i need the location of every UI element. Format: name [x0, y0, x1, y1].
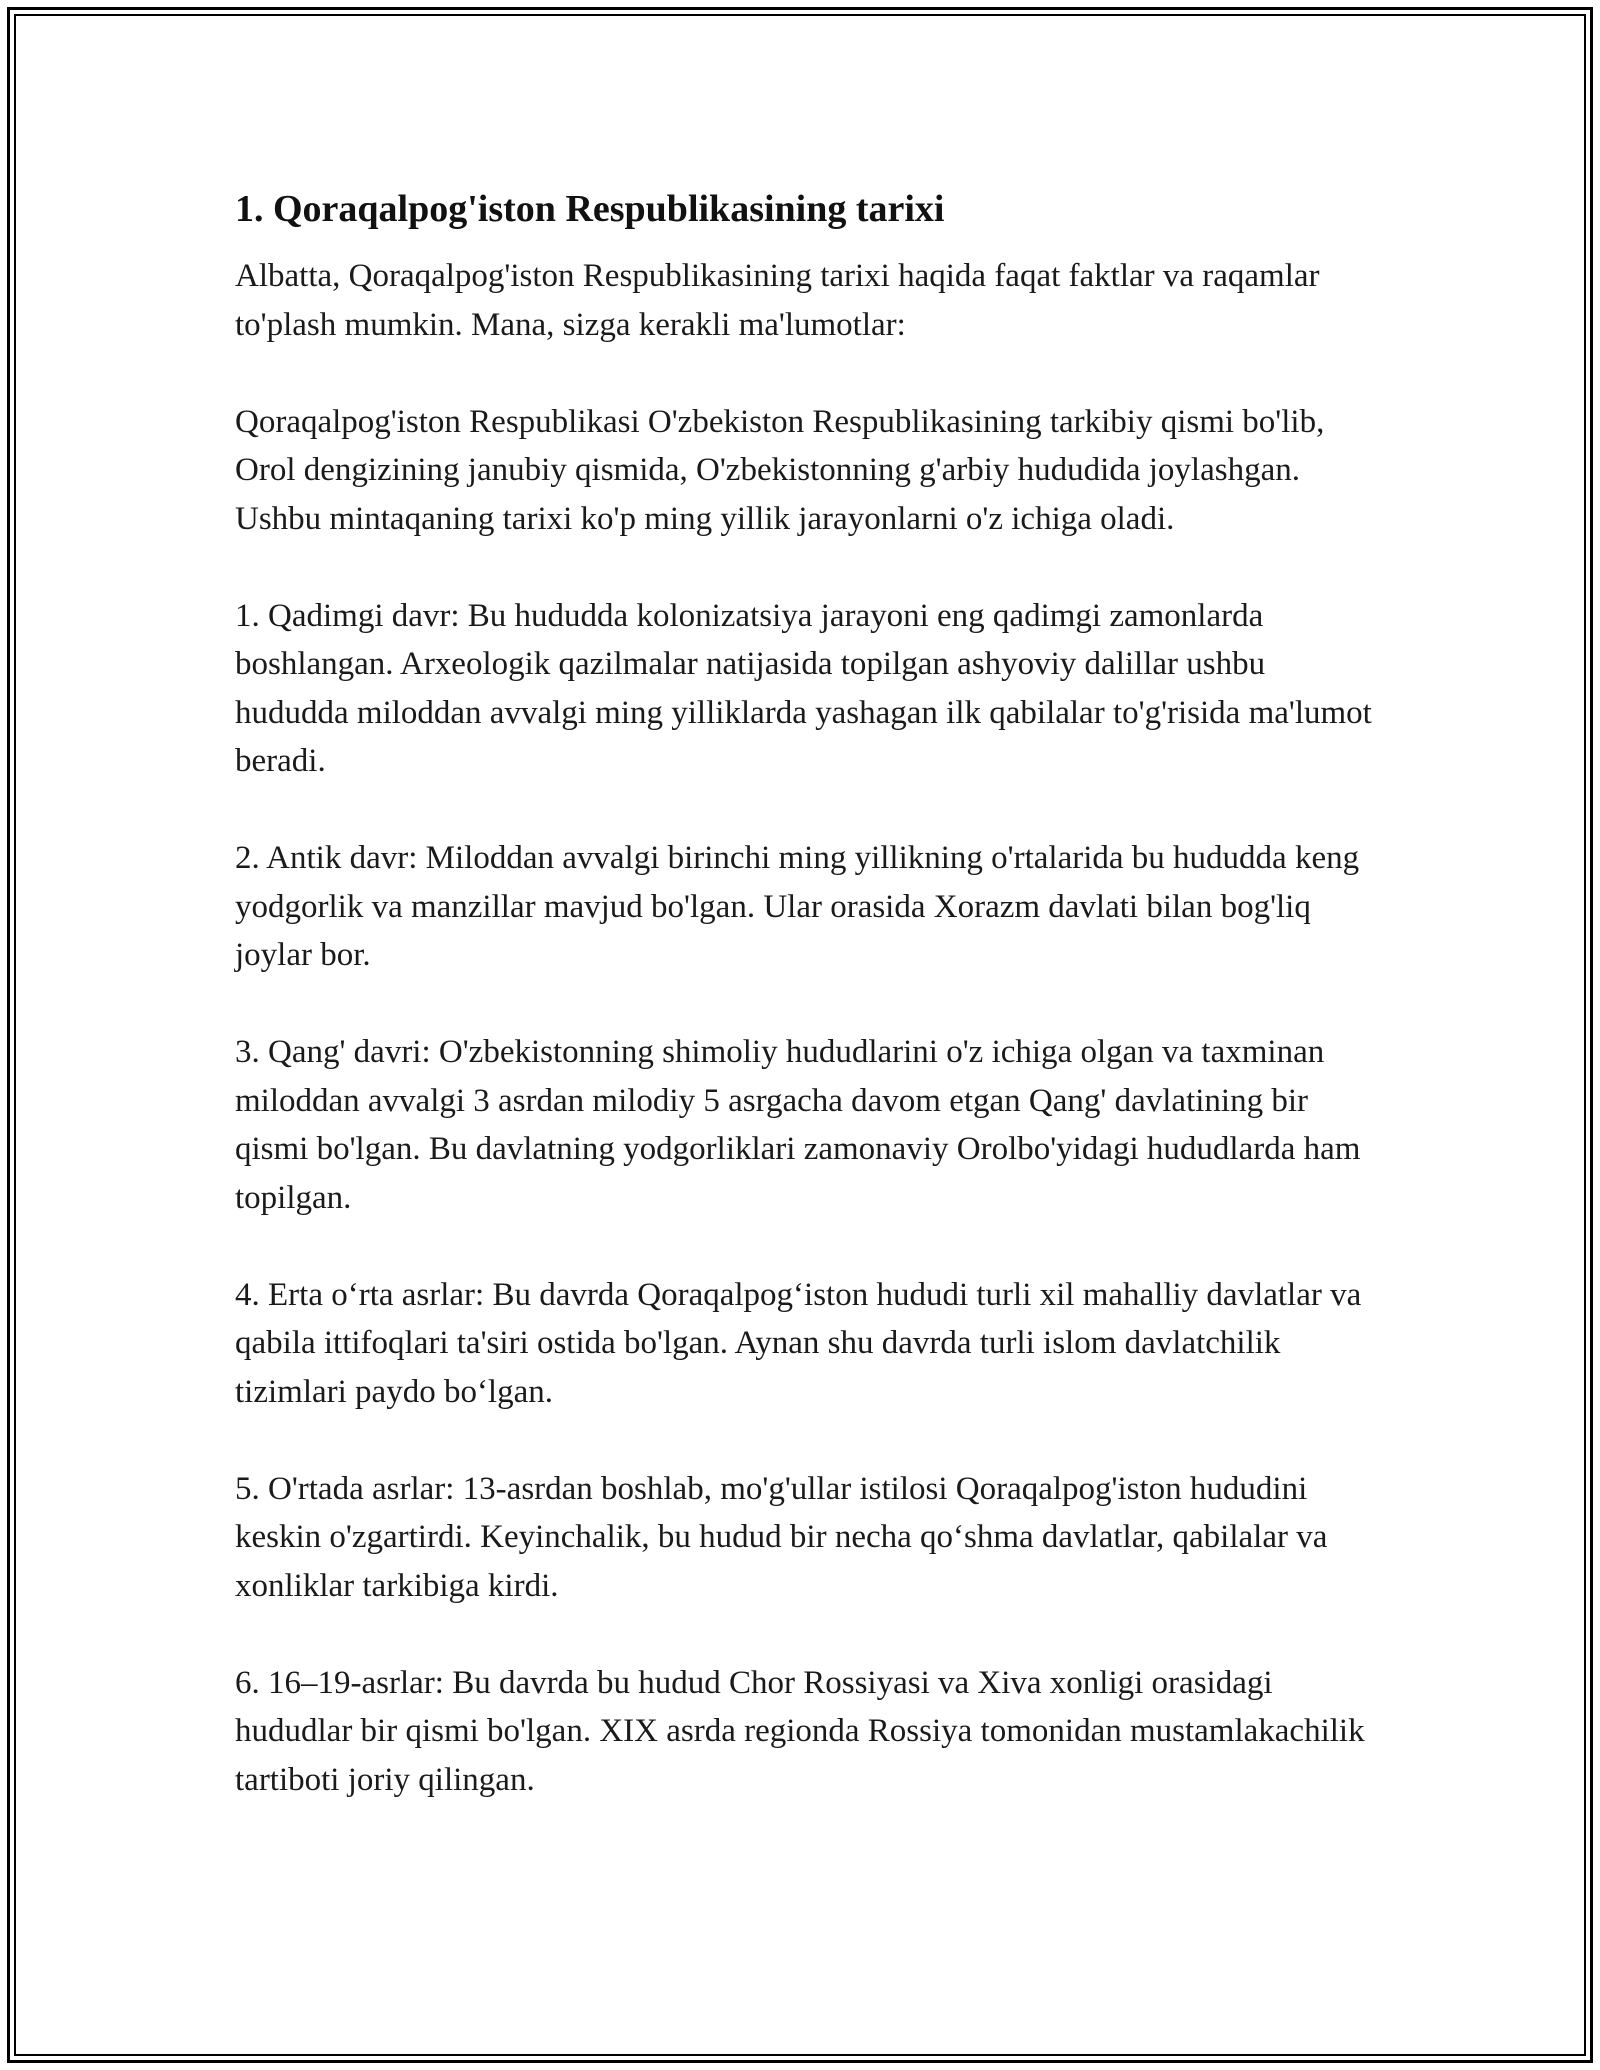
period-middle-ages-paragraph: 5. O'rtada asrlar: 13-asrdan boshlab, mo'g'ullar istilosi Qoraqalpog'iston hududini keskin o'zgartirdi. Keyinchalik, bu hudud bir necha qo‘shma davlatlar, qabilalar va xonliklar tarkibiga kirdi. [235, 1470, 1328, 1604]
period-16-19-centuries-paragraph: 6. 16–19-asrlar: Bu davrda bu hudud Chor Rossiyasi va Xiva xonligi orasidagi hududlar bir qismi bo'lgan. XIX asrda regionda Rossiya tomonidan mustamlakachilik tartiboti joriy qilingan. [235, 1664, 1365, 1798]
overview-paragraph: Qoraqalpog'iston Respublikasi O'zbekiston Respublikasining tarkibiy qismi bo'lib, Orol dengizining janubiy qismida, O'zbekistonning g'arbiy hududida joylashgan. Ushbu mintaqaning tarixi ko'p ming yillik jarayonlarni o'z ichiga oladi. [235, 403, 1325, 537]
period-early-middle-ages-paragraph: 4. Erta o‘rta asrlar: Bu davrda Qoraqalpog‘iston hududi turli xil mahalliy davlatlar va qabila ittifoqlari ta'siri ostida bo'lgan. Aynan shu davrda turli islom davlatchilik tizimlari paydo bo‘lgan. [235, 1276, 1362, 1410]
document-body [235, 186, 1385, 1853]
period-antique-paragraph: 2. Antik davr: Miloddan avvalgi birinchi ming yillikning o'rtalarida bu hududda keng yodgorlik va manzillar mavjud bo'lgan. Ular orasida Xorazm davlati bilan bog'liq joylar bor. [235, 840, 1360, 973]
intro-paragraph: Albatta, Qoraqalpog'iston Respublikasining tarixi haqida faqat faktlar va raqamlar to'plash mumkin. Mana, sizga kerakli ma'lumotlar: [235, 258, 1320, 343]
period-kang-paragraph: 3. Qang' davri: O'zbekistonning shimoliy hududlarini o'z ichiga olgan va taxminan miloddan avvalgi 3 asrdan milodiy 5 asrgacha davom etgan Qang' davlatining bir qismi bo'lgan. Bu davlatning yodgorliklari zamonaviy Orolbo'yidagi hududlarda ham topilgan. [235, 1034, 1361, 1216]
page-title: 1. Qoraqalpog'iston Respublikasining tarixi [235, 188, 945, 230]
period-ancient-paragraph: 1. Qadimgi davr: Bu hududda kolonizatsiya jarayoni eng qadimgi zamonlarda boshlangan. Arxeologik qazilmalar natijasida topilgan ashyoviy dalillar ushbu hududda miloddan avvalgi ming yilliklarda yashagan ilk qabilalar to'g'risida ma'lumot beradi. [235, 597, 1372, 779]
